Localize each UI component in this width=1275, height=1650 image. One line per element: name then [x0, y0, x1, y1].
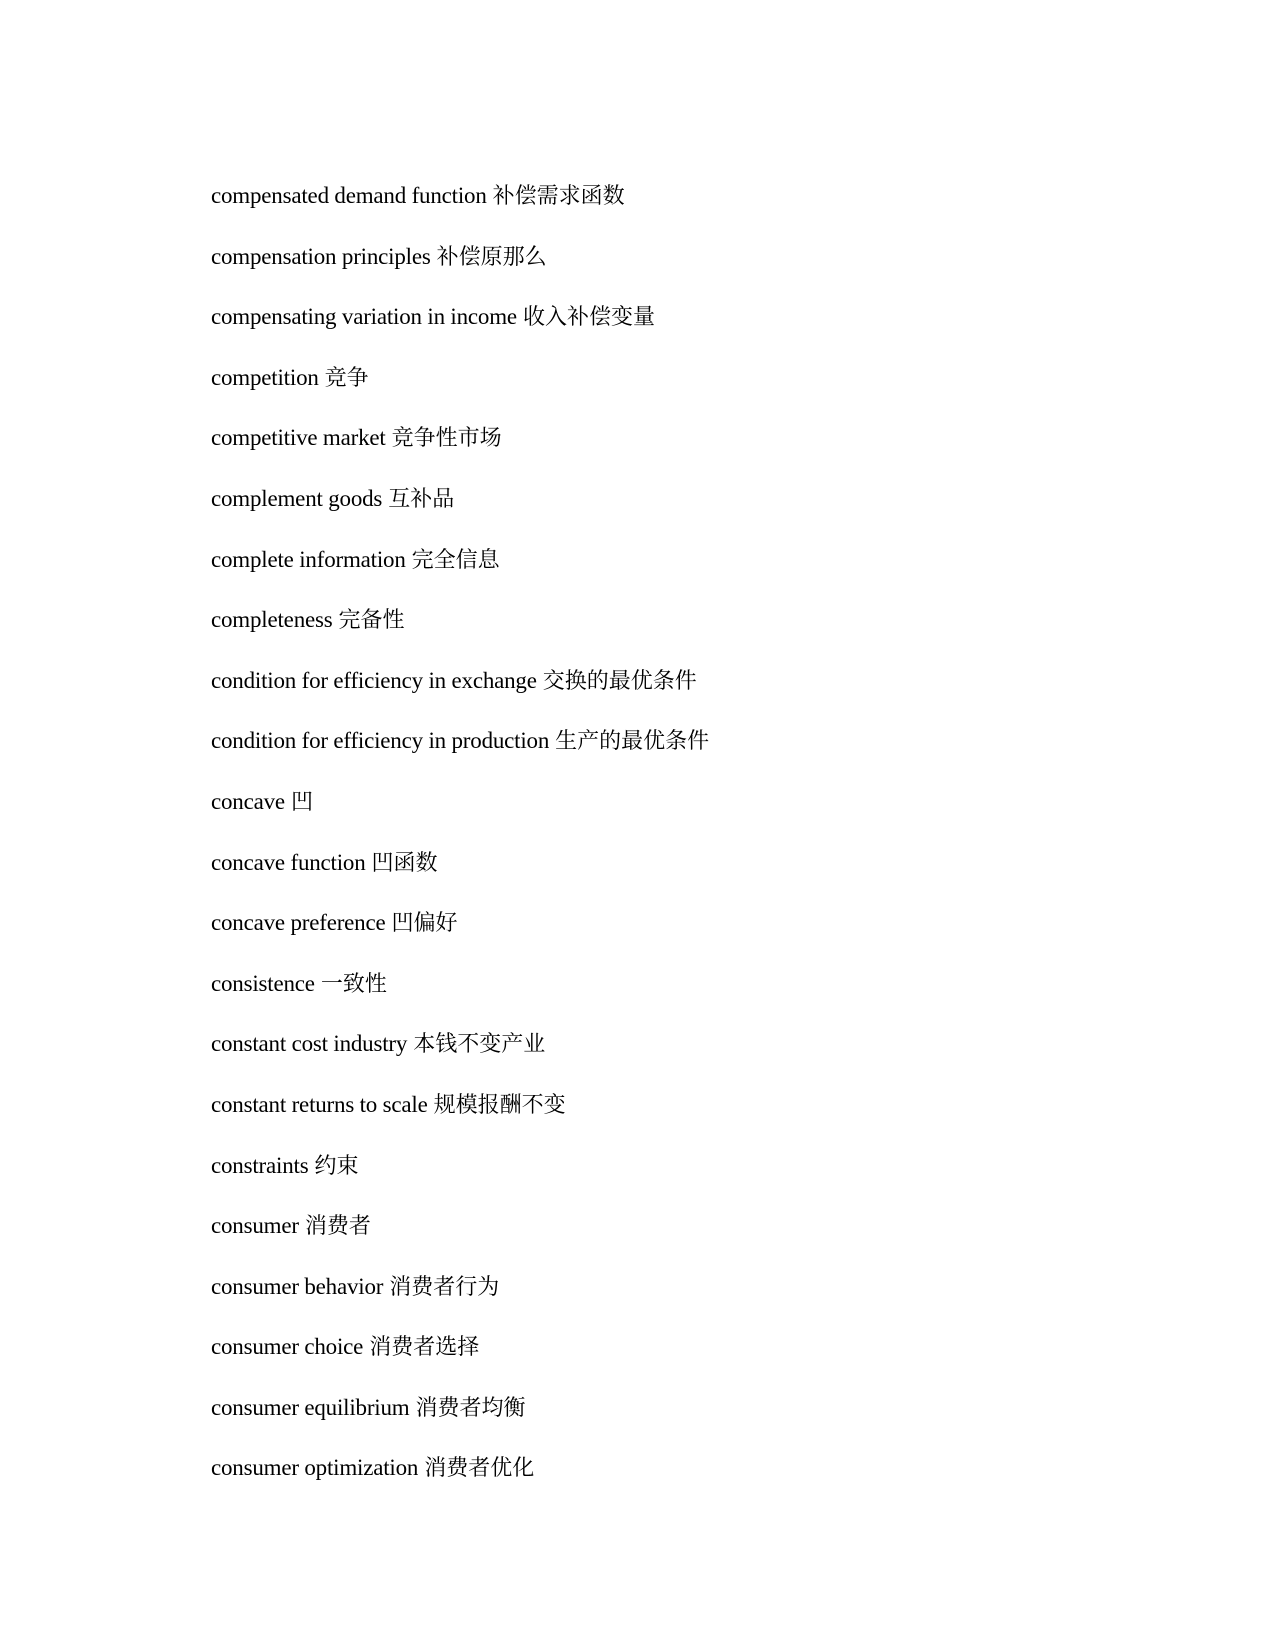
term-chinese: 消费者优化	[424, 1456, 535, 1482]
glossary-entry	[211, 590, 709, 651]
glossary-entry	[211, 408, 709, 469]
glossary-entry	[211, 893, 709, 954]
term-english: compensating variation in income	[211, 304, 517, 330]
term-english: constant returns to scale	[211, 1091, 428, 1117]
term-chinese: 收入补偿变量	[522, 305, 655, 331]
glossary-entry	[211, 1136, 709, 1197]
glossary-entry	[211, 348, 709, 409]
glossary-entry	[211, 287, 709, 348]
term-chinese: 补偿需求函数	[492, 184, 625, 209]
term-english: complement goods	[211, 485, 383, 511]
term-english: consumer	[211, 1213, 299, 1239]
term-chinese: 一致性	[320, 971, 387, 997]
glossary-entry	[211, 530, 709, 591]
glossary-entry	[211, 954, 709, 1015]
term-english: concave	[211, 788, 285, 814]
term-english: consumer choice	[211, 1334, 364, 1360]
term-english: competition	[211, 364, 319, 390]
term-chinese: 消费者行为	[389, 1274, 500, 1300]
term-english: concave preference	[211, 910, 386, 936]
term-chinese: 规模报酬不变	[433, 1092, 566, 1118]
glossary-list	[211, 166, 709, 1499]
term-chinese: 消费者选择	[369, 1335, 480, 1361]
term-chinese: 生产的最优条件	[555, 729, 710, 755]
term-chinese: 交换的最优条件	[542, 668, 697, 694]
term-english: constant cost industry	[211, 1031, 408, 1057]
term-chinese: 竞争性市场	[391, 426, 502, 452]
glossary-entry	[211, 469, 709, 530]
term-english: condition for efficiency in production	[211, 728, 550, 754]
term-english: completeness	[211, 607, 333, 633]
term-chinese: 本钱不变产业	[413, 1032, 546, 1058]
term-english: consistence	[211, 970, 315, 996]
term-english: constraints	[211, 1152, 309, 1178]
term-chinese: 凹偏好	[391, 911, 458, 937]
glossary-entry	[211, 227, 709, 288]
term-chinese: 消费者	[304, 1214, 371, 1240]
glossary-entry	[211, 1378, 709, 1439]
glossary-entry	[211, 1014, 709, 1075]
term-english: competitive market	[211, 425, 386, 451]
glossary-entry	[211, 772, 709, 833]
term-chinese: 消费者均衡	[415, 1395, 526, 1421]
glossary-entry	[211, 711, 709, 772]
term-chinese: 凹函数	[371, 850, 438, 876]
term-english: complete information	[211, 546, 406, 572]
term-chinese: 凹	[290, 789, 313, 815]
term-english: compensated demand function	[211, 183, 487, 208]
term-english: condition for efficiency in exchange	[211, 667, 537, 693]
glossary-entry	[211, 1317, 709, 1378]
term-english: consumer equilibrium	[211, 1394, 410, 1420]
glossary-entry	[211, 1257, 709, 1318]
term-chinese: 补偿原那么	[436, 244, 547, 270]
term-chinese: 互补品	[388, 486, 455, 512]
glossary-entry	[211, 1075, 709, 1136]
glossary-entry	[211, 1438, 709, 1499]
term-chinese: 完备性	[338, 608, 405, 634]
glossary-entry	[211, 651, 709, 712]
glossary-entry	[211, 166, 709, 227]
term-english: concave function	[211, 849, 366, 875]
term-english: compensation principles	[211, 243, 431, 269]
term-chinese: 竞争	[324, 365, 369, 391]
glossary-entry	[211, 833, 709, 894]
term-chinese: 完全信息	[411, 547, 500, 573]
term-english: consumer behavior	[211, 1273, 384, 1299]
term-chinese: 约束	[314, 1153, 359, 1179]
glossary-entry	[211, 1196, 709, 1257]
term-english: consumer optimization	[211, 1455, 419, 1481]
